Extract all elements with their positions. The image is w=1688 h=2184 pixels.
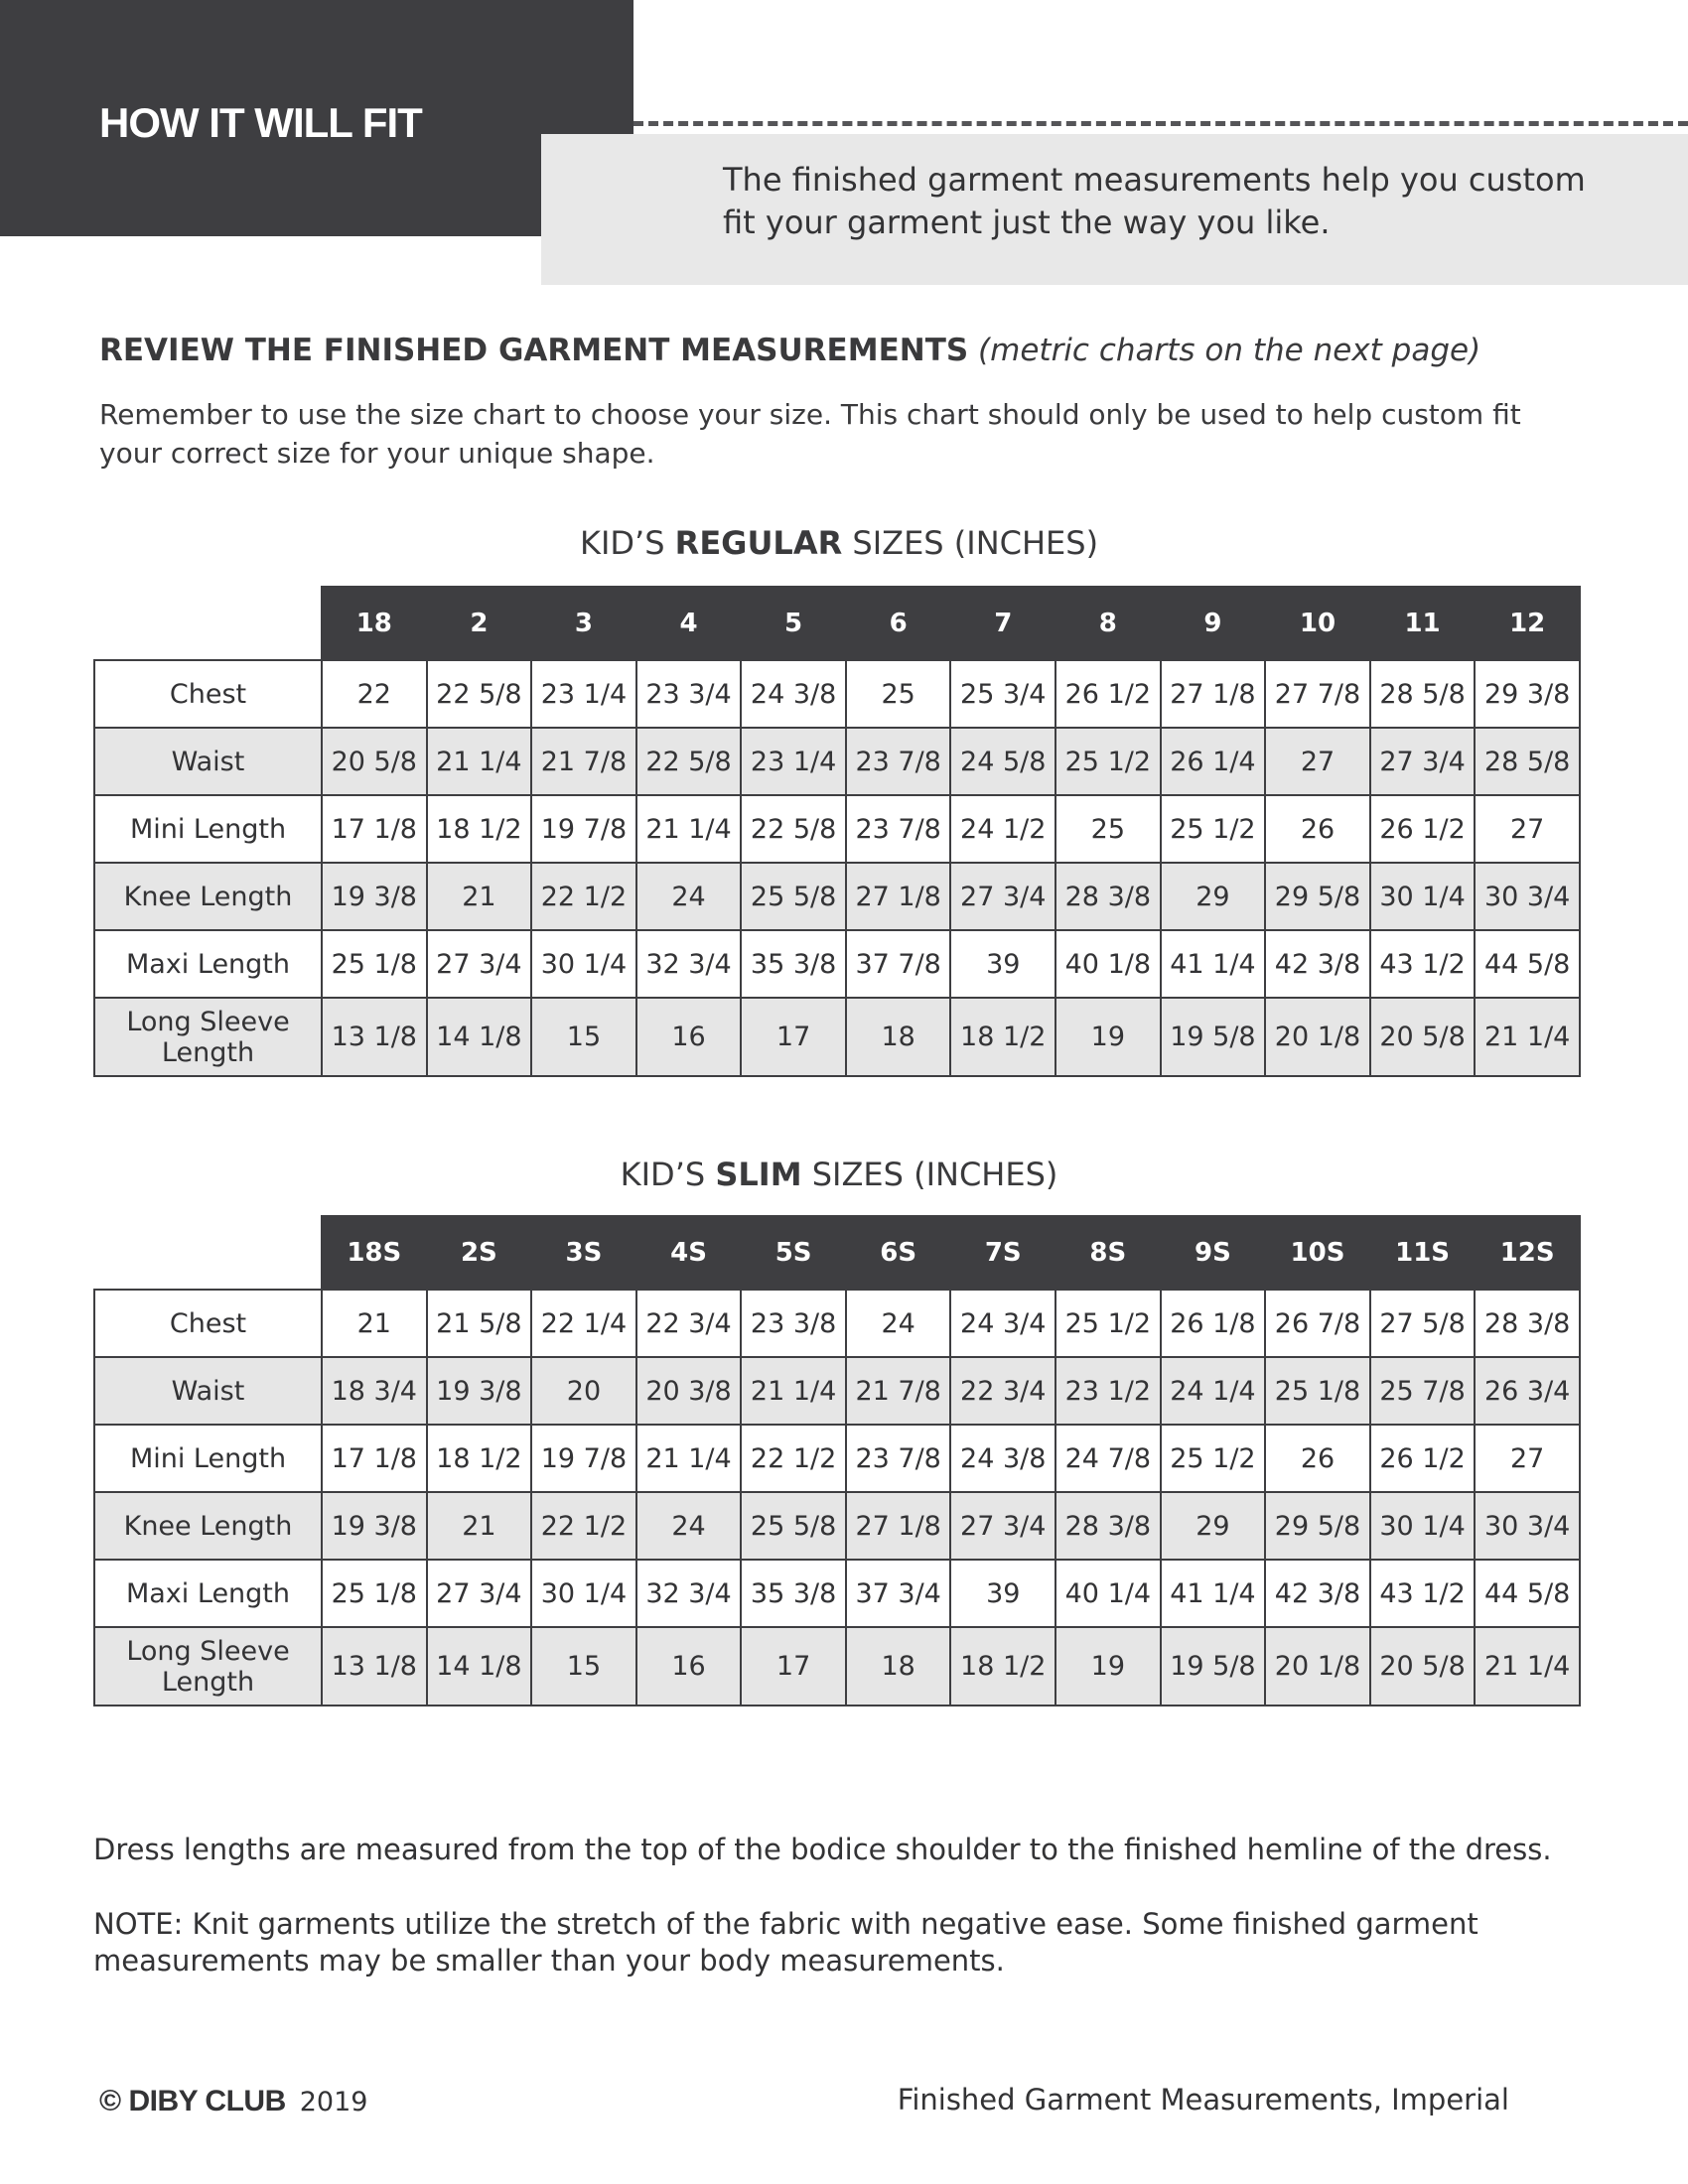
measurement-cell: 21 xyxy=(427,1492,532,1560)
measurement-cell: 35 3/8 xyxy=(741,1560,846,1627)
measurement-cell: 25 xyxy=(1055,795,1161,863)
measurement-cell: 29 xyxy=(1161,1492,1266,1560)
measurement-cell: 19 3/8 xyxy=(322,863,427,930)
measurement-cell: 24 xyxy=(636,863,742,930)
measurement-cell: 28 3/8 xyxy=(1055,1492,1161,1560)
dashed-divider xyxy=(633,121,1688,126)
measurement-cell: 13 1/8 xyxy=(322,998,427,1076)
measurement-cell: 14 1/8 xyxy=(427,998,532,1076)
measurement-cell: 22 1/4 xyxy=(531,1290,636,1357)
measurement-cell: 30 3/4 xyxy=(1475,863,1580,930)
measurement-cell: 35 3/8 xyxy=(741,930,846,998)
measurement-cell: 41 1/4 xyxy=(1161,930,1266,998)
table-row xyxy=(94,1357,1580,1425)
measurement-cell: 21 1/4 xyxy=(636,795,742,863)
table-row xyxy=(94,728,1580,795)
size-header: 4S xyxy=(636,1216,742,1290)
measurement-cell: 27 1/8 xyxy=(846,863,951,930)
size-header: 11 xyxy=(1370,587,1476,660)
knit-note: NOTE: Knit garments utilize the stretch of the fabric with negative ease. Some finished garment measurements may be smaller than your body measurements. xyxy=(93,1907,1478,1978)
measurement-cell: 18 1/2 xyxy=(427,1425,532,1492)
table-row xyxy=(94,930,1580,998)
measurement-cell: 41 1/4 xyxy=(1161,1560,1266,1627)
measurement-cell: 13 1/8 xyxy=(322,1627,427,1706)
intro-text: The finished garment measurements help you custom fit your garment just the way you like. xyxy=(723,161,1586,241)
measurement-cell: 23 3/4 xyxy=(636,660,742,728)
measurement-cell: 20 3/8 xyxy=(636,1357,742,1425)
measurement-cell: 25 3/4 xyxy=(950,660,1055,728)
measurement-cell: 27 5/8 xyxy=(1370,1290,1476,1357)
regular-table-title xyxy=(94,524,1584,562)
measurement-cell: 16 xyxy=(636,998,742,1076)
measurement-cell: 19 5/8 xyxy=(1161,998,1266,1076)
table-row xyxy=(94,1627,1580,1706)
measurement-cell: 18 xyxy=(846,998,951,1076)
measurement-cell: 24 3/4 xyxy=(950,1290,1055,1357)
measurement-cell: 23 1/2 xyxy=(1055,1357,1161,1425)
measurement-cell: 23 1/4 xyxy=(741,728,846,795)
size-header: 9S xyxy=(1161,1216,1266,1290)
size-header-row xyxy=(94,587,1580,660)
measurement-cell: 39 xyxy=(950,930,1055,998)
table-row xyxy=(94,1560,1580,1627)
measurement-cell: 30 1/4 xyxy=(1370,863,1476,930)
measurement-cell: 21 7/8 xyxy=(531,728,636,795)
measurement-cell: 24 7/8 xyxy=(1055,1425,1161,1492)
measurement-cell: 25 1/8 xyxy=(1265,1357,1370,1425)
measurement-cell: 44 5/8 xyxy=(1475,1560,1580,1627)
measurement-cell: 24 3/8 xyxy=(950,1425,1055,1492)
measurement-cell: 24 1/2 xyxy=(950,795,1055,863)
measurement-cell: 29 3/8 xyxy=(1475,660,1580,728)
measurement-cell: 30 1/4 xyxy=(531,1560,636,1627)
measurement-cell: 19 7/8 xyxy=(531,1425,636,1492)
row-label: Knee Length xyxy=(94,863,322,930)
measurement-cell: 21 5/8 xyxy=(427,1290,532,1357)
slim-table-title xyxy=(94,1156,1584,1193)
measurement-cell: 23 7/8 xyxy=(846,795,951,863)
measurement-cell: 19 xyxy=(1055,1627,1161,1706)
measurement-cell: 19 3/8 xyxy=(322,1492,427,1560)
slim-title-prefix: KID’S xyxy=(620,1156,706,1193)
measurement-cell: 27 xyxy=(1265,728,1370,795)
measurement-cell: 29 5/8 xyxy=(1265,863,1370,930)
row-label: Chest xyxy=(94,1290,322,1357)
measurement-cell: 16 xyxy=(636,1627,742,1706)
size-header: 5 xyxy=(741,587,846,660)
measurement-cell: 28 3/8 xyxy=(1055,863,1161,930)
measurement-cell: 27 xyxy=(1475,1425,1580,1492)
measurement-cell: 40 1/8 xyxy=(1055,930,1161,998)
measurement-cell: 22 1/2 xyxy=(531,863,636,930)
row-label: Waist xyxy=(94,728,322,795)
measurement-cell: 30 1/4 xyxy=(531,930,636,998)
regular-title-suffix: SIZES (INCHES) xyxy=(852,524,1099,562)
measurement-cell: 27 xyxy=(1475,795,1580,863)
measurement-cell: 23 7/8 xyxy=(846,728,951,795)
size-header: 18 xyxy=(322,587,427,660)
measurement-cell: 27 3/4 xyxy=(950,1492,1055,1560)
measurement-cell: 21 1/4 xyxy=(427,728,532,795)
measurement-cell: 27 1/8 xyxy=(846,1492,951,1560)
measurement-cell: 22 xyxy=(322,660,427,728)
header-box xyxy=(0,0,633,236)
measurement-cell: 26 7/8 xyxy=(1265,1290,1370,1357)
measurement-cell: 15 xyxy=(531,998,636,1076)
measurement-cell: 20 1/8 xyxy=(1265,998,1370,1076)
measurement-cell: 32 3/4 xyxy=(636,1560,742,1627)
measurement-cell: 42 3/8 xyxy=(1265,1560,1370,1627)
slim-size-table xyxy=(93,1215,1581,1706)
row-label: Long Sleeve Length xyxy=(94,1627,322,1706)
size-header: 12 xyxy=(1475,587,1580,660)
size-header: 7S xyxy=(950,1216,1055,1290)
measurement-cell: 22 1/2 xyxy=(741,1425,846,1492)
measurement-cell: 26 3/4 xyxy=(1475,1357,1580,1425)
measurement-cell: 26 1/2 xyxy=(1370,1425,1476,1492)
size-header: 7 xyxy=(950,587,1055,660)
size-header: 5S xyxy=(741,1216,846,1290)
size-header: 6S xyxy=(846,1216,951,1290)
review-heading xyxy=(99,333,1480,368)
measurement-cell: 26 1/2 xyxy=(1055,660,1161,728)
brand-logo: © DIBY CLUB xyxy=(99,2085,286,2117)
measurement-cell: 18 xyxy=(846,1627,951,1706)
measurement-cell: 21 1/4 xyxy=(1475,1627,1580,1706)
measurement-cell: 18 3/4 xyxy=(322,1357,427,1425)
size-header-row xyxy=(94,1216,1580,1290)
table-row xyxy=(94,1425,1580,1492)
size-header: 12S xyxy=(1475,1216,1580,1290)
regular-title-bold: REGULAR xyxy=(674,524,843,562)
measurement-cell: 30 3/4 xyxy=(1475,1492,1580,1560)
measurement-cell: 20 xyxy=(531,1357,636,1425)
footer-brand-line xyxy=(99,2085,367,2118)
measurement-cell: 17 xyxy=(741,1627,846,1706)
size-header: 10 xyxy=(1265,587,1370,660)
table-row xyxy=(94,998,1580,1076)
size-header: 10S xyxy=(1265,1216,1370,1290)
measurement-cell: 32 3/4 xyxy=(636,930,742,998)
measurement-cell: 39 xyxy=(950,1560,1055,1627)
measurement-cell: 18 1/2 xyxy=(427,795,532,863)
measurement-cell: 26 1/2 xyxy=(1370,795,1476,863)
measurement-cell: 20 5/8 xyxy=(322,728,427,795)
row-label: Knee Length xyxy=(94,1492,322,1560)
row-label: Long Sleeve Length xyxy=(94,998,322,1076)
measurement-cell: 26 1/8 xyxy=(1161,1290,1266,1357)
measurement-cell: 22 1/2 xyxy=(531,1492,636,1560)
measurement-cell: 42 3/8 xyxy=(1265,930,1370,998)
measurement-cell: 27 1/8 xyxy=(1161,660,1266,728)
measurement-cell: 17 xyxy=(741,998,846,1076)
measurement-cell: 25 xyxy=(846,660,951,728)
measurement-cell: 24 5/8 xyxy=(950,728,1055,795)
measurement-cell: 37 3/4 xyxy=(846,1560,951,1627)
measurement-cell: 22 5/8 xyxy=(427,660,532,728)
review-body: Remember to use the size chart to choose your size. This chart should only be used to help custom fit your correct size for your unique shape. xyxy=(99,398,1521,470)
measurement-cell: 22 5/8 xyxy=(636,728,742,795)
measurement-cell: 25 1/2 xyxy=(1055,728,1161,795)
measurement-cell: 20 1/8 xyxy=(1265,1627,1370,1706)
measurement-cell: 25 1/2 xyxy=(1161,1425,1266,1492)
measurement-cell: 30 1/4 xyxy=(1370,1492,1476,1560)
row-label: Maxi Length xyxy=(94,1560,322,1627)
measurement-cell: 27 3/4 xyxy=(950,863,1055,930)
measurement-cell: 17 1/8 xyxy=(322,795,427,863)
row-label: Maxi Length xyxy=(94,930,322,998)
table-row xyxy=(94,795,1580,863)
measurement-cell: 21 1/4 xyxy=(741,1357,846,1425)
lengths-note: Dress lengths are measured from the top of the bodice shoulder to the finished hemline of the dress. xyxy=(93,1833,1552,1866)
table-row xyxy=(94,1492,1580,1560)
measurement-cell: 25 1/2 xyxy=(1055,1290,1161,1357)
size-header: 11S xyxy=(1370,1216,1476,1290)
size-header: 3 xyxy=(531,587,636,660)
size-header: 2S xyxy=(427,1216,532,1290)
page-title: HOW IT WILL FIT xyxy=(99,99,422,146)
measurement-cell: 37 7/8 xyxy=(846,930,951,998)
measurement-cell: 25 1/2 xyxy=(1161,795,1266,863)
measurement-cell: 26 xyxy=(1265,1425,1370,1492)
footer-year: 2019 xyxy=(299,2087,368,2117)
size-header: 18S xyxy=(322,1216,427,1290)
regular-size-table xyxy=(93,586,1581,1077)
measurement-cell: 25 1/8 xyxy=(322,1560,427,1627)
measurement-cell: 29 5/8 xyxy=(1265,1492,1370,1560)
header-blank-cell xyxy=(94,1216,322,1290)
row-label: Waist xyxy=(94,1357,322,1425)
measurement-cell: 17 1/8 xyxy=(322,1425,427,1492)
measurement-cell: 22 3/4 xyxy=(950,1357,1055,1425)
measurement-cell: 27 3/4 xyxy=(1370,728,1476,795)
table-row xyxy=(94,863,1580,930)
size-header: 4 xyxy=(636,587,742,660)
measurement-cell: 22 5/8 xyxy=(741,795,846,863)
header-blank-cell xyxy=(94,587,322,660)
measurement-cell: 28 5/8 xyxy=(1370,660,1476,728)
measurement-cell: 18 1/2 xyxy=(950,1627,1055,1706)
row-label: Chest xyxy=(94,660,322,728)
measurement-cell: 27 3/4 xyxy=(427,930,532,998)
measurement-cell: 40 1/4 xyxy=(1055,1560,1161,1627)
measurement-cell: 24 1/4 xyxy=(1161,1357,1266,1425)
measurement-cell: 25 5/8 xyxy=(741,863,846,930)
measurement-cell: 44 5/8 xyxy=(1475,930,1580,998)
measurement-cell: 19 xyxy=(1055,998,1161,1076)
measurement-cell: 25 7/8 xyxy=(1370,1357,1476,1425)
size-header: 8 xyxy=(1055,587,1161,660)
measurement-cell: 19 7/8 xyxy=(531,795,636,863)
review-heading-main: REVIEW THE FINISHED GARMENT MEASUREMENTS xyxy=(99,333,969,368)
size-header: 3S xyxy=(531,1216,636,1290)
measurement-cell: 18 1/2 xyxy=(950,998,1055,1076)
row-label: Mini Length xyxy=(94,795,322,863)
measurement-cell: 21 7/8 xyxy=(846,1357,951,1425)
measurement-cell: 24 xyxy=(846,1290,951,1357)
measurement-cell: 24 3/8 xyxy=(741,660,846,728)
measurement-cell: 21 1/4 xyxy=(636,1425,742,1492)
measurement-cell: 29 xyxy=(1161,863,1266,930)
size-header: 9 xyxy=(1161,587,1266,660)
measurement-cell: 26 xyxy=(1265,795,1370,863)
measurement-cell: 24 xyxy=(636,1492,742,1560)
measurement-cell: 20 5/8 xyxy=(1370,998,1476,1076)
measurement-cell: 28 3/8 xyxy=(1475,1290,1580,1357)
measurement-cell: 15 xyxy=(531,1627,636,1706)
measurement-cell: 21 1/4 xyxy=(1475,998,1580,1076)
row-label: Mini Length xyxy=(94,1425,322,1492)
measurement-cell: 27 3/4 xyxy=(427,1560,532,1627)
slim-title-suffix: SIZES (INCHES) xyxy=(811,1156,1058,1193)
table-row xyxy=(94,1290,1580,1357)
measurement-cell: 20 5/8 xyxy=(1370,1627,1476,1706)
measurement-cell: 22 3/4 xyxy=(636,1290,742,1357)
measurement-cell: 43 1/2 xyxy=(1370,1560,1476,1627)
regular-title-prefix: KID’S xyxy=(579,524,665,562)
measurement-cell: 19 5/8 xyxy=(1161,1627,1266,1706)
measurement-cell: 23 1/4 xyxy=(531,660,636,728)
size-header: 6 xyxy=(846,587,951,660)
measurement-cell: 25 1/8 xyxy=(322,930,427,998)
measurement-cell: 21 xyxy=(322,1290,427,1357)
measurement-cell: 27 7/8 xyxy=(1265,660,1370,728)
slim-title-bold: SLIM xyxy=(715,1156,802,1193)
footer-page-label: Finished Garment Measurements, Imperial xyxy=(897,2083,1509,2116)
measurement-cell: 25 5/8 xyxy=(741,1492,846,1560)
review-heading-note: (metric charts on the next page) xyxy=(978,333,1481,368)
measurement-cell: 28 5/8 xyxy=(1475,728,1580,795)
measurement-cell: 14 1/8 xyxy=(427,1627,532,1706)
measurement-cell: 23 7/8 xyxy=(846,1425,951,1492)
measurement-cell: 21 xyxy=(427,863,532,930)
measurement-cell: 43 1/2 xyxy=(1370,930,1476,998)
size-header: 2 xyxy=(427,587,532,660)
size-header: 8S xyxy=(1055,1216,1161,1290)
intro-box xyxy=(541,134,1688,285)
measurement-cell: 19 3/8 xyxy=(427,1357,532,1425)
table-row xyxy=(94,660,1580,728)
measurement-cell: 23 3/8 xyxy=(741,1290,846,1357)
measurement-cell: 26 1/4 xyxy=(1161,728,1266,795)
